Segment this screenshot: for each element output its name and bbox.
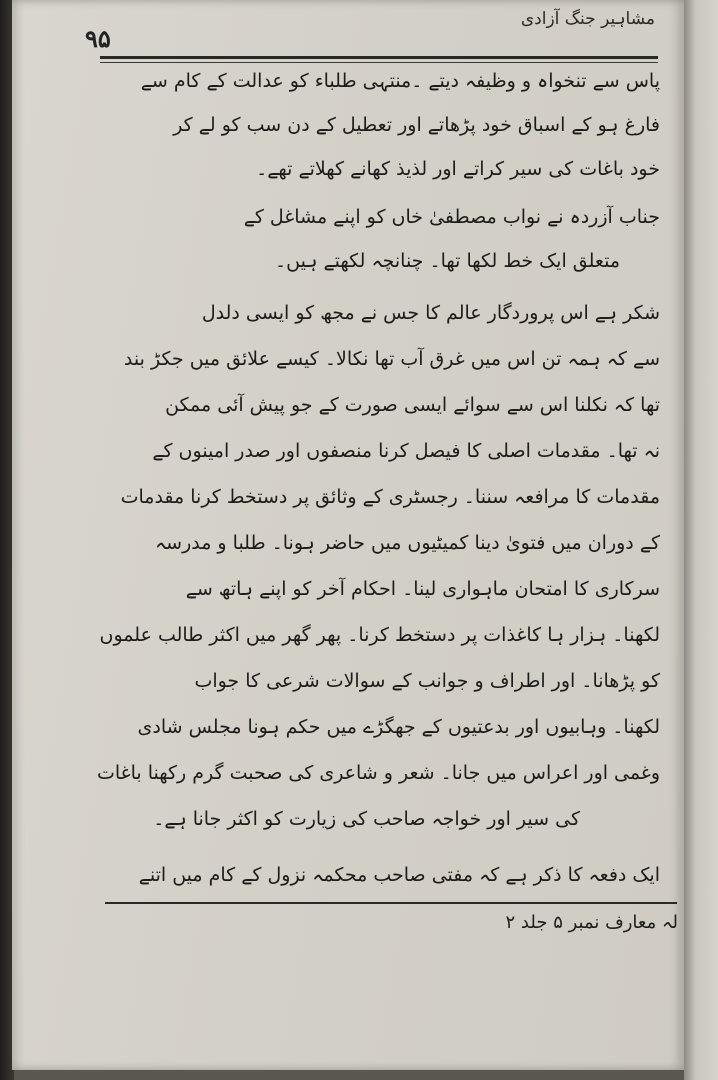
quote-line: سے کہ ہمہ تن اس میں غرق آب تھا نکالا۔ کیسے علائق میں جکڑ بند	[123, 348, 660, 370]
quote-line: مقدمات کا مرافعہ سننا۔ رجسٹری کے وثائق پر دستخط کرنا مقدمات	[120, 486, 660, 508]
main-paragraph	[100, 70, 660, 290]
text-line: جناب آزردہ نے نواب مصطفیٰ خاں کو اپنے مشاغل کے	[243, 206, 660, 228]
quote-line: کو پڑھانا۔ اور اطراف و جوانب کے سوالات شرعی کا جواب	[194, 670, 660, 692]
quote-line: سرکاری کا امتحان ماہواری لینا۔ احکام آخر کو اپنے ہاتھ سے	[185, 578, 660, 600]
page-header	[85, 8, 655, 53]
text-line: پاس سے تنخواہ و وظیفہ دیتے ۔منتہی طلباء کو عدالت کے کام سے	[140, 70, 660, 92]
quote-line: کے دوران میں فتویٰ دینا کمیٹیوں میں حاضر ہونا۔ طلبا و مدرسہ	[155, 532, 660, 554]
text-line: متعلق ایک خط لکھا تھا۔ چنانچہ لکھتے ہیں۔	[275, 250, 620, 272]
quote-line: لکھنا۔ ہزار ہا کاغذات پر دستخط کرنا۔ پھر گھر میں اکثر طالب علموں	[99, 624, 660, 646]
closing-line	[100, 860, 660, 900]
footnote: لہ معارف نمبر ۵ جلد ۲	[505, 912, 678, 933]
text-line: ایک دفعہ کا ذکر ہے کہ مفتی صاحب محکمہ نزول کے کام میں اتنے	[138, 864, 660, 886]
header-rule-thin	[100, 62, 658, 63]
quote-line: شکر ہے اس پروردگار عالم کا جس نے مجھ کو ایسی دلدل	[201, 302, 660, 324]
text-line: خود باغات کی سیر کراتے اور لذیذ کھانے کھلاتے تھے۔	[256, 158, 660, 180]
footnote-rule	[105, 902, 677, 904]
quote-line: نہ تھا۔ مقدمات اصلی کا فیصل کرنا منصفوں اور صدر امینوں کے	[152, 440, 660, 462]
page-number: ۹۵	[85, 24, 111, 53]
quote-line: وغمی اور اعراس میں جانا۔ شعر و شاعری کی صحبت گرم رکھنا باغات	[96, 762, 660, 784]
quote-line: کی سیر اور خواجہ صاحب کی زیارت کو اکثر جانا ہے۔	[153, 808, 580, 830]
letter-quote	[96, 302, 660, 862]
adjacent-page-edge	[684, 0, 718, 1080]
text-line: فارغ ہو کے اسباق خود پڑھاتے اور تعطیل کے دن سب کو لے کر	[173, 114, 660, 136]
header-rule	[100, 56, 658, 59]
quote-line: لکھنا۔ وہابیوں اور بدعتیوں کے جھگڑے میں حکم ہونا مجلس شادی	[137, 716, 660, 738]
running-title: مشاہیر جنگ آزادی	[520, 9, 655, 29]
quote-line: تھا کہ نکلنا اس سے سوائے ایسی صورت کے جو پیش آئی ممکن	[165, 394, 660, 416]
